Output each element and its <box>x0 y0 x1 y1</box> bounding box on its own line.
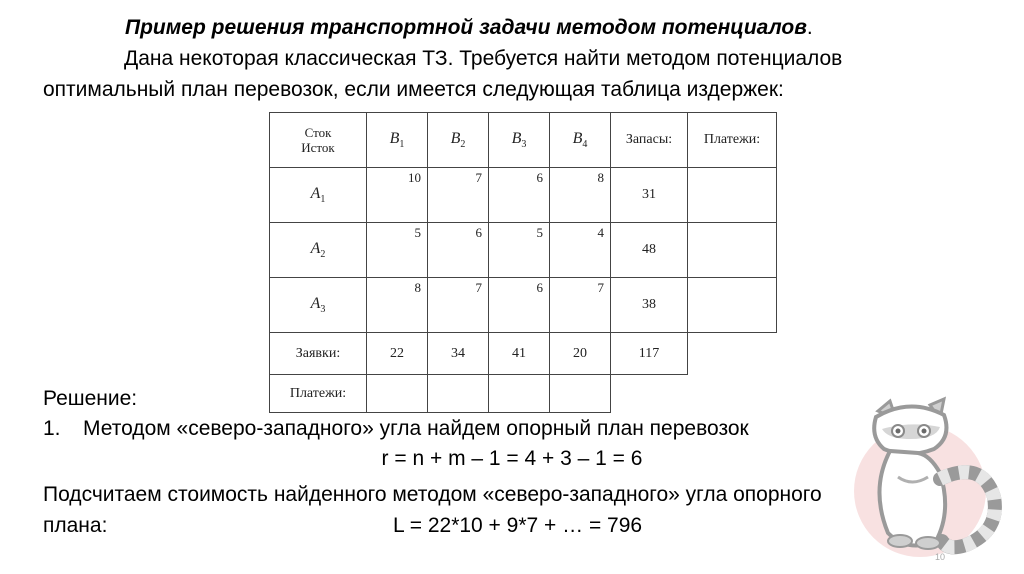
a-index: 2 <box>320 249 326 261</box>
cost-cell <box>550 168 611 223</box>
cost-value: 8 <box>414 280 421 295</box>
cost-cell <box>550 278 611 333</box>
cost-line-1: Подсчитаем стоимость найденного методом «северо-западного» угла опорного <box>43 483 822 506</box>
payment-cell <box>489 375 550 413</box>
cost-value: 5 <box>536 225 543 240</box>
step-text: Методом «северо-западного» угла найдем опорный план перевозок <box>83 417 749 440</box>
cost-table <box>269 112 777 413</box>
intro-line-2: оптимальный план перевозок, если имеется следующая таблица издержек: <box>43 78 784 101</box>
empty-cell <box>611 375 688 413</box>
step-number: 1. <box>43 417 61 440</box>
demand-cell: 20 <box>550 333 611 375</box>
cost-value: 6 <box>475 225 482 240</box>
corner-header <box>270 113 367 168</box>
supply-cell: 38 <box>611 278 688 333</box>
b-index: 1 <box>399 139 405 151</box>
b-letter: B <box>572 129 583 147</box>
slide-number: 10 <box>935 552 946 562</box>
demand-cell: 22 <box>367 333 428 375</box>
corner-top-label: Сток <box>304 125 332 140</box>
formula-r: r = n + m – 1 = 4 + 3 – 1 = 6 <box>381 447 643 470</box>
demand-cell: 34 <box>428 333 489 375</box>
cost-line-2-label: плана: <box>43 514 108 537</box>
step-1 <box>43 416 749 442</box>
supply-cell: 31 <box>611 168 688 223</box>
a-letter: A <box>310 239 321 257</box>
table-row <box>270 168 777 223</box>
b-index: 4 <box>582 139 588 151</box>
payments-row <box>270 375 777 413</box>
cost-cell <box>367 168 428 223</box>
table-row <box>270 223 777 278</box>
total-cell: 117 <box>611 333 688 375</box>
cost-value: 8 <box>597 170 604 185</box>
intro-line-1: Дана некоторая классическая ТЗ. Требуется найти методом потенциалов <box>124 47 843 70</box>
supply-cell: 48 <box>611 223 688 278</box>
cost-cell <box>489 223 550 278</box>
cost-cell <box>367 278 428 333</box>
raccoon-logo-icon <box>848 393 1008 563</box>
payment-cell <box>688 223 777 278</box>
cost-value: 6 <box>536 280 543 295</box>
cost-cell <box>428 168 489 223</box>
payment-cell <box>550 375 611 413</box>
cost-cell <box>550 223 611 278</box>
header-b1 <box>367 113 428 168</box>
cost-value: 7 <box>475 280 482 295</box>
title-dot: . <box>806 16 813 39</box>
header-b3 <box>489 113 550 168</box>
header-b2 <box>428 113 489 168</box>
a-letter: A <box>310 294 321 312</box>
cost-cell <box>428 278 489 333</box>
payments-row-label: Платежи: <box>270 375 367 413</box>
cost-cell <box>489 168 550 223</box>
b-index: 3 <box>521 139 527 151</box>
cost-value: 10 <box>408 170 421 185</box>
payments-header: Платежи: <box>688 113 777 168</box>
b-letter: B <box>511 129 522 147</box>
b-letter: B <box>450 129 461 147</box>
payment-cell <box>688 278 777 333</box>
row-label-a1 <box>270 168 367 223</box>
demand-row <box>270 333 777 375</box>
supply-header: Запасы: <box>611 113 688 168</box>
slide-title <box>125 15 813 41</box>
cost-value: 7 <box>597 280 604 295</box>
title-text: Пример решения транспортной задачи методом потенциалов <box>125 16 807 39</box>
cost-cell <box>428 223 489 278</box>
demand-cell: 41 <box>489 333 550 375</box>
cost-value: 6 <box>536 170 543 185</box>
row-label-a3 <box>270 278 367 333</box>
header-b4 <box>550 113 611 168</box>
a-letter: A <box>310 184 321 202</box>
payment-cell <box>367 375 428 413</box>
payment-cell <box>428 375 489 413</box>
corner-bottom-label: Исток <box>301 140 335 155</box>
empty-cell <box>688 375 777 413</box>
solution-heading: Решение: <box>43 387 138 410</box>
cost-formula: L = 22*10 + 9*7 + … = 796 <box>393 514 643 537</box>
payment-cell <box>688 168 777 223</box>
cost-value: 7 <box>475 170 482 185</box>
empty-cell <box>688 333 777 375</box>
demand-label: Заявки: <box>270 333 367 375</box>
table-row <box>270 278 777 333</box>
cost-value: 4 <box>597 225 604 240</box>
b-index: 2 <box>460 139 466 151</box>
cost-table-image <box>265 108 787 410</box>
b-letter: B <box>389 129 400 147</box>
row-label-a2 <box>270 223 367 278</box>
cost-cell <box>367 223 428 278</box>
a-index: 1 <box>320 194 326 206</box>
cost-value: 5 <box>414 225 421 240</box>
a-index: 3 <box>320 304 326 316</box>
cost-cell <box>489 278 550 333</box>
